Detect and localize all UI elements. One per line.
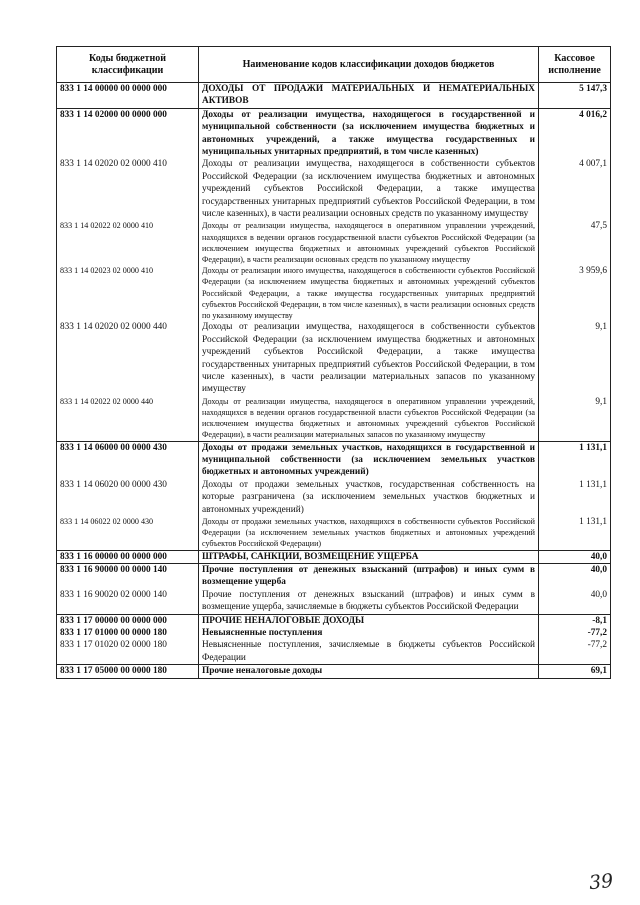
row-code: 833 1 14 00000 00 0000 000 [57, 83, 199, 109]
row-code: 833 1 16 90000 00 0000 140 [57, 564, 199, 589]
row-amount: 1 131,1 [539, 516, 611, 550]
table-row [57, 441, 611, 479]
row-amount: 5 147,3 [539, 83, 611, 109]
table-row [57, 614, 611, 627]
row-code: 833 1 14 02022 02 0000 440 [57, 396, 199, 441]
row-code: 833 1 17 01020 02 0000 180 [57, 639, 199, 664]
row-amount: 4 016,2 [539, 108, 611, 158]
row-amount: 40,0 [539, 550, 611, 563]
row-code: 833 1 16 90020 02 0000 140 [57, 589, 199, 614]
table-row [57, 220, 611, 265]
row-amount: -77,2 [539, 639, 611, 664]
row-name: ПРОЧИЕ НЕНАЛОГОВЫЕ ДОХОДЫ [199, 614, 539, 627]
row-amount: 9,1 [539, 321, 611, 395]
row-amount: 40,0 [539, 589, 611, 614]
table-row [57, 108, 611, 158]
row-code: 833 1 14 02000 00 0000 000 [57, 108, 199, 158]
row-name: Доходы от реализации имущества, находящегося в оперативном управлении учреждений, находящихся в ведении органов государственной власти субъектов Российской Федерации (за исключением имущества бюджетных и автономных учреждений субъектов Российской Федерации), в части реализации материальных запасов по указанному имуществу [199, 396, 539, 441]
row-name: Невыясненные поступления [199, 627, 539, 639]
row-code: 833 1 14 02022 02 0000 410 [57, 220, 199, 265]
row-code: 833 1 16 00000 00 0000 000 [57, 550, 199, 563]
row-name: Прочие неналоговые доходы [199, 665, 539, 678]
row-name: ШТРАФЫ, САНКЦИИ, ВОЗМЕЩЕНИЕ УЩЕРБА [199, 550, 539, 563]
row-name: ДОХОДЫ ОТ ПРОДАЖИ МАТЕРИАЛЬНЫХ И НЕМАТЕРИАЛЬНЫХ АКТИВОВ [199, 83, 539, 109]
row-name: Доходы от продажи земельных участков, находящихся в государственной и муниципальной собственности (за исключением земельных участков бюджетных и автономных учреждений) [199, 441, 539, 479]
row-amount: -8,1 [539, 614, 611, 627]
row-amount: 1 131,1 [539, 479, 611, 516]
budget-classification-table [56, 46, 611, 679]
row-name: Доходы от продажи земельных участков, государственная собственность на которые разграничена (за исключением земельных участков бюджетных и автономных учреждений) [199, 479, 539, 516]
row-name: Прочие поступления от денежных взысканий (штрафов) и иных сумм в возмещение ущерба [199, 564, 539, 589]
row-code: 833 1 14 02020 02 0000 440 [57, 321, 199, 395]
header-amount: Кассовое исполнение [539, 47, 611, 83]
row-name: Невыясненные поступления, зачисляемые в бюджеты субъектов Российской Федерации [199, 639, 539, 664]
row-amount: 69,1 [539, 665, 611, 678]
table-row [57, 516, 611, 550]
table-row [57, 550, 611, 563]
header-code: Коды бюджетной классификации [57, 47, 199, 83]
row-name: Доходы от реализации имущества, находящегося в собственности субъектов Российской Федерации (за исключением имущества бюджетных и автономных учреждений субъектов Российской Федерации, а также имущества государственных унитарных предприятий субъектов Российской Федерации, в том числе казенных), в части реализации основных средств по указанному имуществу [199, 158, 539, 220]
row-code: 833 1 14 06022 02 0000 430 [57, 516, 199, 550]
row-amount: 47,5 [539, 220, 611, 265]
table-row [57, 564, 611, 589]
table-row [57, 639, 611, 664]
row-code: 833 1 17 01000 00 0000 180 [57, 627, 199, 639]
row-code: 833 1 14 06020 00 0000 430 [57, 479, 199, 516]
table-row [57, 83, 611, 109]
row-code: 833 1 17 00000 00 0000 000 [57, 614, 199, 627]
table-row [57, 589, 611, 614]
header-name: Наименование кодов классификации доходов бюджетов [199, 47, 539, 83]
row-amount: -77,2 [539, 627, 611, 639]
row-amount: 3 959,6 [539, 265, 611, 321]
row-code: 833 1 14 02023 02 0000 410 [57, 265, 199, 321]
table-row [57, 627, 611, 639]
table-row [57, 265, 611, 321]
table-row [57, 396, 611, 441]
row-amount: 40,0 [539, 564, 611, 589]
table-row [57, 321, 611, 395]
row-code: 833 1 14 06000 00 0000 430 [57, 441, 199, 479]
row-name: Доходы от реализации иного имущества, находящегося в собственности субъектов Российской Федерации (за исключением имущества бюджетных и автономных учреждений субъектов Российской Федерации, а также имущества государственных унитарных предприятий субъектов Российской Федерации, в том числе казенных), в части реализации основных средств по указанному имуществу [199, 265, 539, 321]
row-name: Прочие поступления от денежных взысканий (штрафов) и иных сумм в возмещение ущерба, зачисляемые в бюджеты субъектов Российской Федерации [199, 589, 539, 614]
table-row [57, 158, 611, 220]
row-amount: 9,1 [539, 396, 611, 441]
page-number: 39 [587, 869, 615, 895]
table-row [57, 665, 611, 678]
row-name: Доходы от реализации имущества, находящегося в оперативном управлении учреждений, находящихся в ведении органов государственной власти субъектов Российской Федерации (за исключением имущества бюджетных и автономных учреждений субъектов Российской Федерации), в части реализации основных средств по указанному имуществу [199, 220, 539, 265]
table-row [57, 479, 611, 516]
row-name: Доходы от реализации имущества, находящегося в государственной и муниципальной собственности (за исключением имущества бюджетных и автономных учреждений, а также имущества государственных и муниципальных унитарных предприятий, в том числе казенных) [199, 108, 539, 158]
table-header-row [57, 47, 611, 83]
row-name: Доходы от продажи земельных участков, находящихся в собственности субъектов Российской Федерации (за исключением земельных участков бюджетных и автономных учреждений субъектов Российской Федерации) [199, 516, 539, 550]
row-name: Доходы от реализации имущества, находящегося в собственности субъектов Российской Федерации (за исключением имущества бюджетных и автономных учреждений субъектов Российской Федерации, а также имущества государственных унитарных предприятий субъектов Российской Федерации, в том числе казенных), в части реализации материальных запасов по указанному имуществу [199, 321, 539, 395]
row-amount: 1 131,1 [539, 441, 611, 479]
row-code: 833 1 17 05000 00 0000 180 [57, 665, 199, 678]
row-amount: 4 007,1 [539, 158, 611, 220]
row-code: 833 1 14 02020 02 0000 410 [57, 158, 199, 220]
